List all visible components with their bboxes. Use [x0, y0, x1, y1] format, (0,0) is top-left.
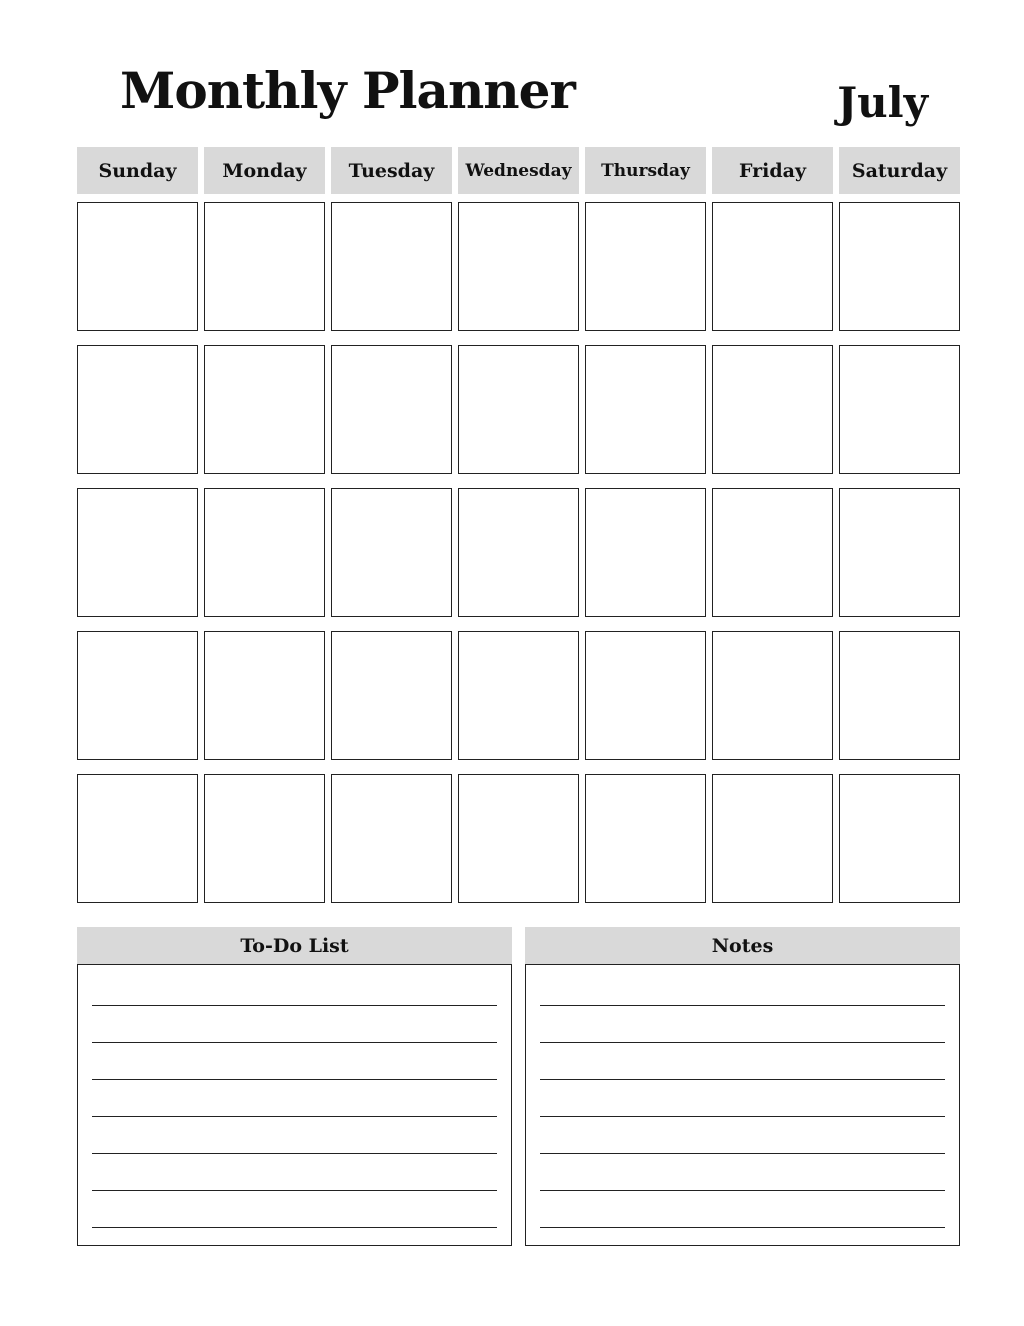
calendar-grid	[77, 202, 960, 903]
todo-line	[92, 1079, 497, 1116]
page-title: Monthly Planner	[120, 61, 575, 120]
todo-box[interactable]	[77, 964, 512, 1246]
day-cell[interactable]	[204, 202, 325, 331]
todo-line	[92, 1005, 497, 1042]
day-cell[interactable]	[331, 345, 452, 474]
weekday-header-friday: Friday	[712, 147, 833, 194]
day-cell[interactable]	[712, 345, 833, 474]
month-label: July	[837, 78, 928, 127]
todo-panel	[77, 927, 512, 1246]
day-cell[interactable]	[77, 774, 198, 903]
day-cell[interactable]	[585, 345, 706, 474]
weekday-header-row	[77, 147, 960, 194]
todo-header: To-Do List	[77, 927, 512, 964]
day-cell[interactable]	[204, 631, 325, 760]
notes-line	[540, 1190, 945, 1227]
day-cell[interactable]	[712, 202, 833, 331]
weekday-header-tuesday: Tuesday	[331, 147, 452, 194]
day-cell[interactable]	[839, 774, 960, 903]
notes-line	[540, 1153, 945, 1190]
todo-line	[92, 1042, 497, 1079]
day-cell[interactable]	[331, 774, 452, 903]
day-cell[interactable]	[712, 774, 833, 903]
notes-line	[540, 1116, 945, 1153]
notes-header: Notes	[525, 927, 960, 964]
notes-line	[540, 1042, 945, 1079]
day-cell[interactable]	[331, 202, 452, 331]
day-cell[interactable]	[839, 488, 960, 617]
day-cell[interactable]	[585, 774, 706, 903]
day-cell[interactable]	[458, 202, 579, 331]
day-cell[interactable]	[77, 345, 198, 474]
notes-box[interactable]	[525, 964, 960, 1246]
day-cell[interactable]	[458, 631, 579, 760]
day-cell[interactable]	[204, 488, 325, 617]
day-cell[interactable]	[204, 345, 325, 474]
day-cell[interactable]	[712, 488, 833, 617]
notes-line	[540, 1005, 945, 1042]
day-cell[interactable]	[331, 488, 452, 617]
day-cell[interactable]	[458, 345, 579, 474]
day-cell[interactable]	[458, 488, 579, 617]
day-cell[interactable]	[204, 774, 325, 903]
weekday-header-thursday: Thursday	[585, 147, 706, 194]
day-cell[interactable]	[712, 631, 833, 760]
weekday-header-saturday: Saturday	[839, 147, 960, 194]
todo-lines	[92, 1005, 497, 1264]
todo-line	[92, 1227, 497, 1264]
notes-line	[540, 1079, 945, 1116]
day-cell[interactable]	[458, 774, 579, 903]
weekday-header-wednesday: Wednesday	[458, 147, 579, 194]
todo-line	[92, 1153, 497, 1190]
notes-panel	[525, 927, 960, 1246]
day-cell[interactable]	[331, 631, 452, 760]
day-cell[interactable]	[585, 202, 706, 331]
day-cell[interactable]	[77, 631, 198, 760]
day-cell[interactable]	[839, 631, 960, 760]
weekday-header-sunday: Sunday	[77, 147, 198, 194]
weekday-header-monday: Monday	[204, 147, 325, 194]
day-cell[interactable]	[585, 631, 706, 760]
notes-line	[540, 1227, 945, 1264]
day-cell[interactable]	[839, 345, 960, 474]
day-cell[interactable]	[585, 488, 706, 617]
todo-line	[92, 1116, 497, 1153]
day-cell[interactable]	[77, 202, 198, 331]
day-cell[interactable]	[839, 202, 960, 331]
todo-line	[92, 1190, 497, 1227]
notes-lines	[540, 1005, 945, 1264]
day-cell[interactable]	[77, 488, 198, 617]
